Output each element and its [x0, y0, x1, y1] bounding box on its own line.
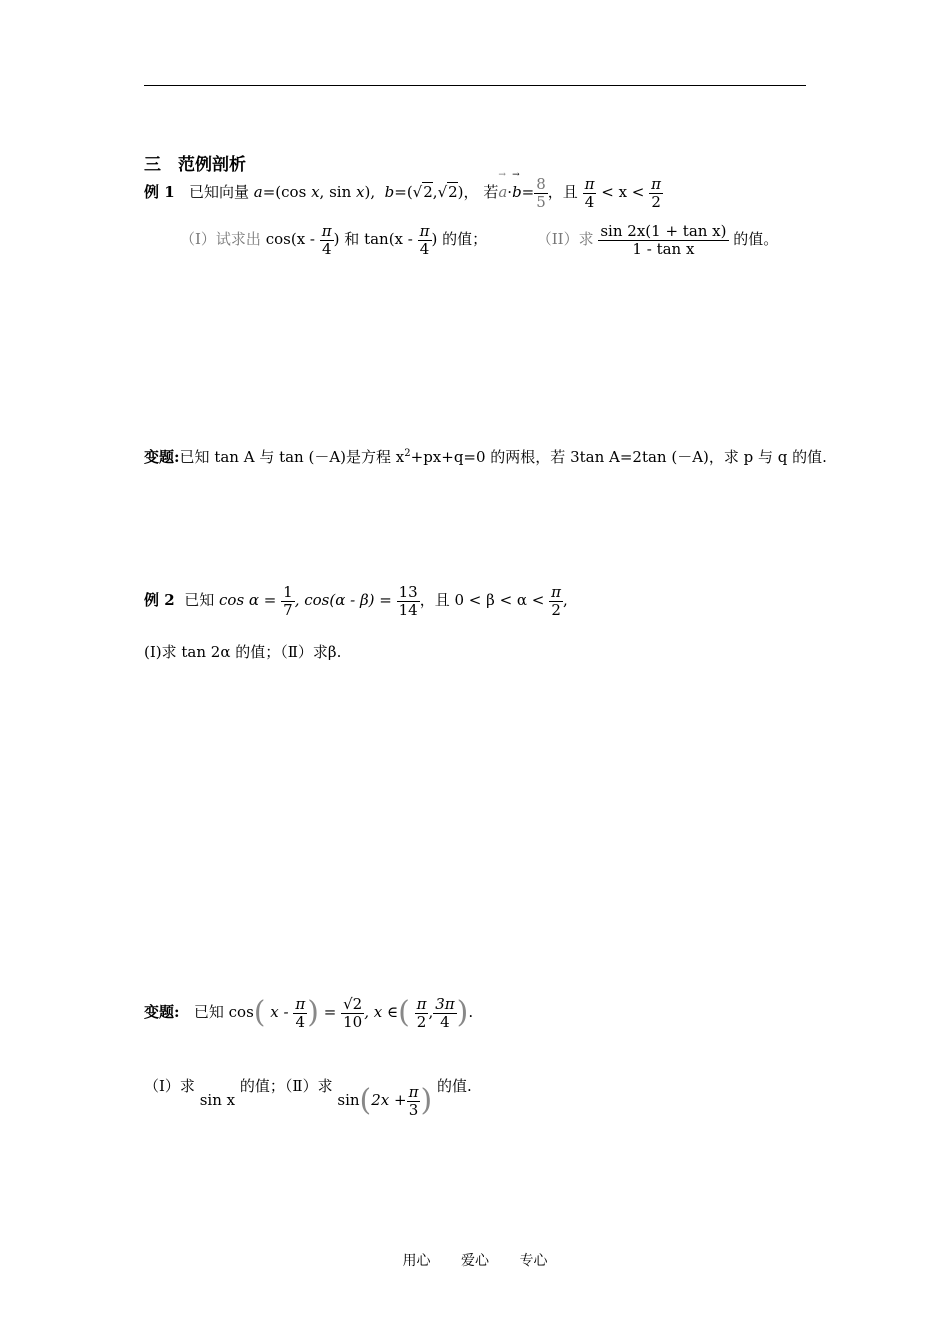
frac-num: π [651, 175, 662, 193]
frac-den: 4 [584, 192, 595, 211]
var1-text-a: 已知 tan A 与 tan (－A)是方程 x [179, 448, 405, 466]
frac-num: √2 [343, 995, 363, 1013]
frac-num: 8 [536, 175, 546, 193]
frac-num: π [419, 222, 430, 240]
fraction-pi-4-v2 [293, 996, 307, 1030]
variation-2-questions [144, 1070, 472, 1119]
ex2-end: , [563, 591, 568, 609]
dot-product: · [507, 183, 513, 201]
fraction-pi-4-a [320, 223, 334, 257]
section-title: 三 范例剖析 [144, 155, 246, 175]
fraction-big [598, 223, 728, 257]
variation-1 [144, 446, 827, 467]
frac-den: 4 [440, 1012, 450, 1031]
fraction-sqrt2-10 [341, 996, 364, 1030]
example-2-label: 例 2 [144, 591, 175, 609]
rp1: ) [333, 230, 340, 248]
var2-cos: cos [228, 1003, 254, 1021]
paren-open-2: ( [398, 995, 410, 1030]
fraction-pi-2-ex2 [549, 584, 563, 618]
frac-num: π [295, 995, 306, 1013]
fraction-13-14 [397, 584, 420, 618]
sqrt-2-b: 2 [448, 183, 458, 201]
zhi2: 的值。 [733, 230, 779, 248]
frac-num: π [321, 222, 332, 240]
variation-2-label: 变题: [144, 1003, 180, 1021]
tan-expr: tan(x - [364, 230, 413, 248]
frac-den: 4 [295, 1012, 306, 1031]
example-1-questions [180, 223, 778, 257]
vector-b: b [384, 183, 395, 201]
fraction-3pi-4 [433, 996, 456, 1030]
example-2-questions: (Ⅰ)求 tan 2α 的值；（Ⅱ）求β. [144, 643, 342, 661]
variation-2-line [144, 996, 473, 1030]
fraction-pi-4-b [418, 223, 432, 257]
var2-comma: , [428, 1003, 434, 1021]
example-1-line: 例 1 已知向量 a=(cos x, sin x), b=(√2,√2)， 若→ a·→ b= $\frac{8}{5}$ ，且 $\frac{\pi}{4}$ < x < $\frac{\pi}{2}$ [144, 176, 663, 210]
ex2-cos: cos α = [219, 591, 277, 609]
var2-sinx: sin x [199, 1091, 236, 1109]
var2-text: 已知 [193, 1003, 224, 1021]
frac-den: 14 [398, 600, 418, 619]
ex1-eq2: =( [394, 183, 413, 201]
ex1-eq3: = [521, 183, 535, 201]
frac-num: π [408, 1083, 419, 1101]
fraction-pi-2-v2 [415, 996, 429, 1030]
ex1-x2: x [356, 183, 365, 201]
ex1-rp: ), [364, 183, 376, 201]
frac-den: 2 [551, 600, 561, 619]
example-1-label: 例 1 [144, 183, 175, 201]
sqrt-2-a: 2 [423, 183, 433, 201]
var1-text-b: +px+q=0 的两根，若 3tan A=2tan (－A)，求 p 与 q 的值. [410, 448, 827, 466]
var2-2x-plus: 2x + [371, 1091, 407, 1109]
frac-num: π [584, 175, 595, 193]
ex1-ruo: 若 [483, 183, 499, 201]
paren-close-2: ) [456, 995, 469, 1030]
var1-sup: 2 [404, 448, 411, 459]
he: 和 [344, 230, 360, 248]
vector-a: a [253, 183, 263, 201]
var2-sin: sin [337, 1091, 360, 1109]
ex2-qie: ，且 0 < β < α < [419, 591, 545, 609]
ex1-sin: , sin [319, 183, 356, 201]
fraction-8-5 [534, 176, 548, 210]
paren-open-3: ( [359, 1083, 372, 1118]
ex2-text: 已知 [184, 591, 215, 609]
ex1-text: 已知向量 [188, 183, 249, 201]
frac-num: 3π [435, 995, 455, 1013]
var2-eq: = [323, 1003, 337, 1021]
ex1-comma: , [432, 183, 438, 201]
ex2-mid: , cos(α - β) = [294, 591, 392, 609]
vector-b-dot: → b [512, 183, 522, 201]
var2-sin-expr [337, 1083, 433, 1119]
q1-label: （I）试求出 [180, 230, 261, 248]
variation-1-label: 变题: [144, 448, 180, 466]
footer-aixin: 爱心 [461, 1253, 489, 1269]
frac-den: 4 [419, 239, 430, 258]
frac-num: π [416, 995, 427, 1013]
ex1-x1: x [311, 183, 320, 201]
frac-den: 3 [408, 1100, 419, 1119]
frac-num: π [551, 583, 562, 601]
example-2-line [144, 584, 568, 618]
rp2: ) [431, 230, 438, 248]
header-rule [144, 85, 806, 86]
frac-den: 7 [283, 600, 293, 619]
frac-num: 13 [398, 583, 418, 601]
paren-close: ) [307, 995, 319, 1030]
footer-zhuanxin: 专心 [519, 1253, 548, 1269]
var2-q1: （Ⅰ）求 [144, 1077, 195, 1095]
ex1-ineq: < x < [601, 183, 645, 201]
var2-x-minus: x - [270, 1003, 289, 1021]
frac-num: 1 [283, 583, 293, 601]
var2-zhi2: 的值. [436, 1077, 472, 1095]
ex1-rp2: )， [457, 183, 479, 201]
frac-den: 5 [536, 192, 546, 211]
ex1-eq: =(cos [262, 183, 312, 201]
fraction-pi-3 [407, 1084, 421, 1118]
zhi: 的值； [442, 230, 488, 248]
paren-close-3: ) [420, 1083, 433, 1118]
footer-yongxin: 用心 [402, 1253, 431, 1269]
var2-dot: . [468, 1003, 474, 1021]
frac-den: 10 [343, 1012, 363, 1031]
frac-den: 2 [416, 1012, 427, 1031]
page-footer [0, 1250, 950, 1270]
fraction-1-7 [281, 584, 295, 618]
vector-a-dot: → a [498, 183, 507, 201]
q2-label: （II）求 [536, 230, 594, 248]
frac-den: 4 [321, 239, 332, 258]
ex1-qie: ，且 [547, 183, 578, 201]
var2-xin: , x ∈ [364, 1003, 399, 1021]
cos-expr: cos(x - [265, 230, 315, 248]
frac-den: 2 [651, 192, 661, 211]
frac-num: sin 2x(1 + tan x) [600, 222, 727, 240]
var2-zhi: 的值；（Ⅱ）求 [239, 1077, 333, 1095]
paren-open: ( [253, 995, 266, 1030]
fraction-pi-4 [583, 176, 597, 210]
frac-den: 1 - tan x [632, 239, 695, 258]
fraction-pi-2 [649, 176, 663, 210]
